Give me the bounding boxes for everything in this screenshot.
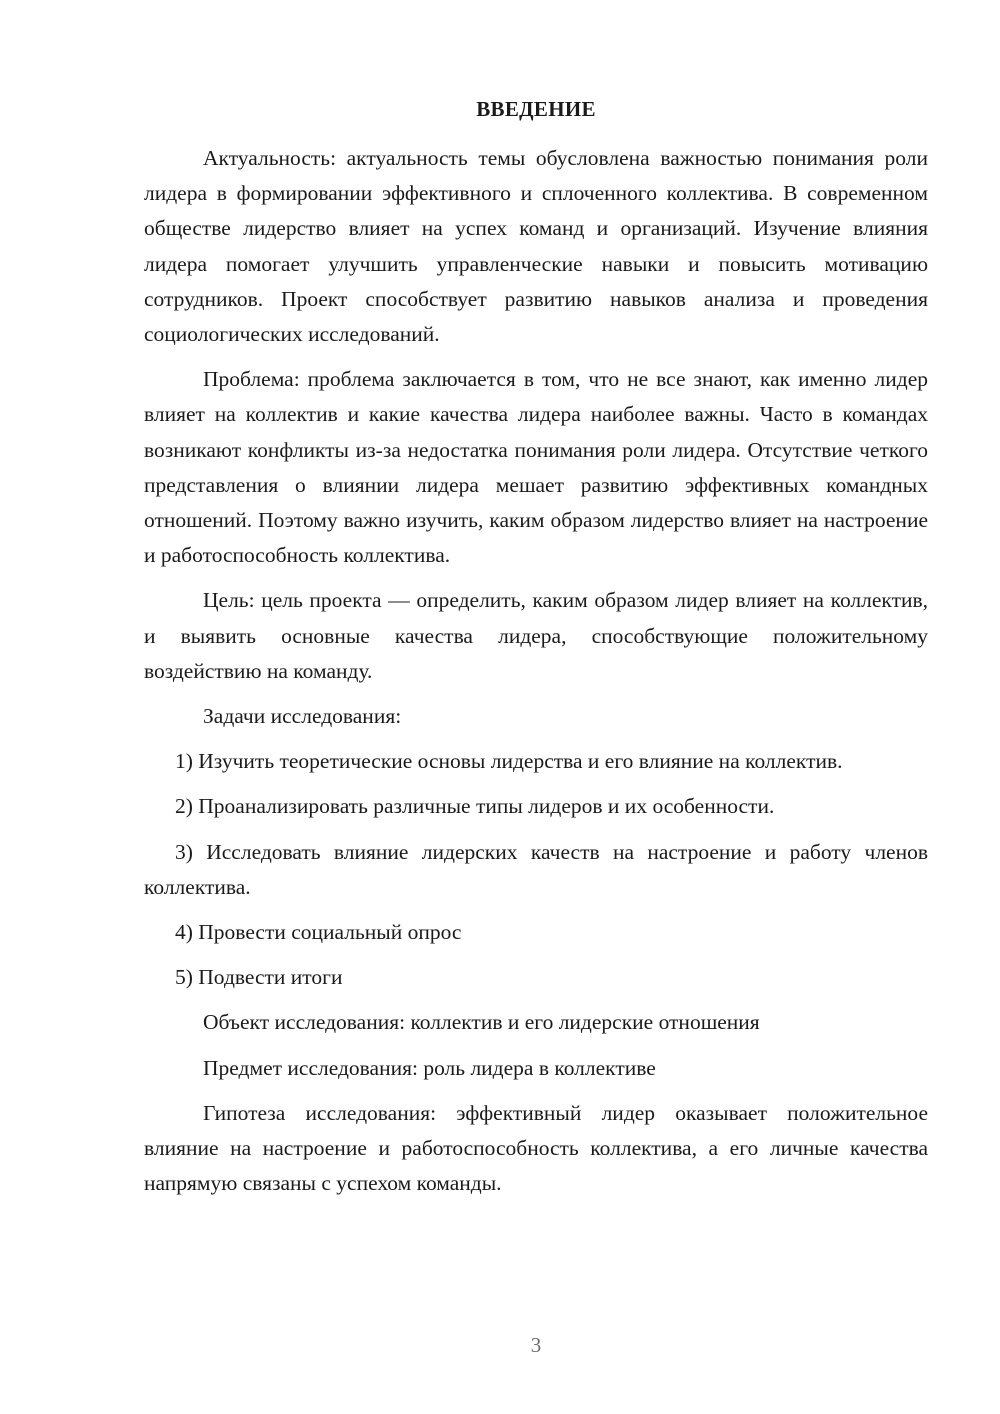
document-page	[144, 92, 928, 1211]
task-item-1: 1) Изучить теоретические основы лидерства и его влияние на коллектив.	[175, 749, 843, 774]
paragraph-subject: Предмет исследования: роль лидера в коллективе	[203, 1055, 656, 1080]
task-item-4: 4) Провести социальный опрос	[175, 920, 462, 945]
paragraph-goal: Цель: цель проекта — определить, каким образом лидер влияет на коллектив, и выявить основные качества лидера, способствующие положительному воздействию на команду.	[144, 588, 928, 683]
task-item-3: 3) Исследовать влияние лидерских качеств на настроение и работу членов коллектива.	[144, 839, 928, 899]
paragraph-tasks-heading: Задачи исследования:	[203, 704, 402, 729]
paragraph-hypothesis: Гипотеза исследования: эффективный лидер оказывает положительное влияние на настроение и работоспособность коллектива, а его личные качества напрямую связаны с успехом команды.	[144, 1100, 928, 1196]
task-item-2: 2) Проанализировать различные типы лидеров и их особенности.	[175, 794, 775, 819]
section-title: ВВЕДЕНИЕ	[476, 97, 596, 121]
paragraph-problem: Проблема: проблема заключается в том, что не все знают, как именно лидер влияет на коллектив и какие качества лидера наиболее важны. Часто в командах возникают конфликты из-за недостатка понимания роли лидера. Отсутствие четкого представления о влиянии лидера мешает развитию эффективных командных отношений. Поэтому важно изучить, каким образом лидерство влияет на настроение и работоспособность коллектива.	[144, 367, 928, 568]
task-item-5: 5) Подвести итоги	[175, 965, 343, 990]
paragraph-relevance: Актуальность: актуальность темы обусловлена важностью понимания роли лидера в формировании эффективного и сплоченного коллектива. В современном обществе лидерство влияет на успех команд и организаций. Изучение влияния лидера помогает улучшить управленческие навыки и повысить мотивацию сотрудников. Проект способствует развитию навыков анализа и проведения социологических исследований.	[144, 146, 928, 347]
paragraph-object: Объект исследования: коллектив и его лидерские отношения	[203, 1010, 760, 1035]
page-number: 3	[530, 1333, 542, 1357]
